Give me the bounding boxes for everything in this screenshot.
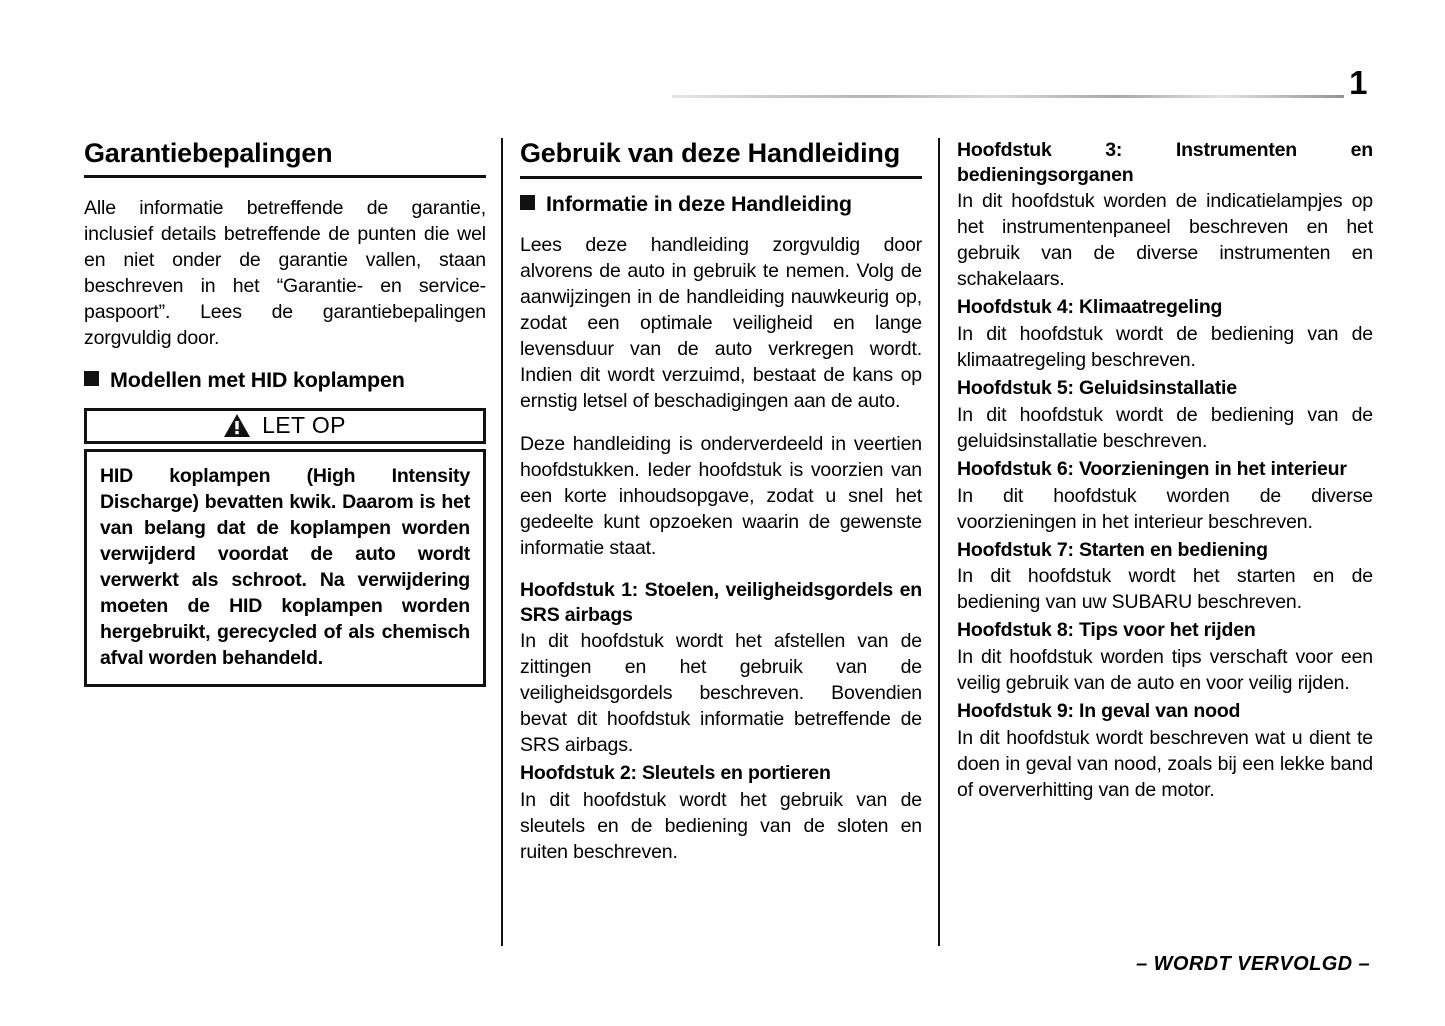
intro-paragraph-2: Deze handleiding is onderverdeeld in veertien hoofdstukken. Ieder hoofdstuk is voorzien van een korte inhoudsopgave, zodat u snel het gedeelte kunt opzoeken waarin de gewenste informatie staat.	[520, 432, 922, 559]
chapter-heading-2: Hoofdstuk 2: Sleutels en portieren	[520, 762, 831, 785]
intro-paragraph-1: Lees deze handleiding zorgvuldig door alvorens de auto in gebruik te nemen. Volg de aanwijzingen in de handleiding nauwkeurig op, zodat een optimale veiligheid en lange levensduur van de auto verkregen wordt. Indien dit wordt verzuimd, bestaat de kans op ernstig letsel of beschadigingen aan de auto.	[520, 233, 922, 412]
chapter-body-4: In dit hoofdstuk wordt de bediening van de klimaatregeling beschreven.	[957, 323, 1373, 372]
section-title-rule	[84, 175, 486, 178]
chapter-body-1: In dit hoofdstuk wordt het afstellen van de zittingen en het gebruik van de veiligheidsgordels beschreven. Bovendien bevat dit hoofdstuk informatie betreffende de SRS airbags.	[520, 630, 922, 757]
warning-triangle-icon	[224, 414, 250, 437]
chapter-body-9: In dit hoofdstuk wordt beschreven wat u dient te doen in geval van nood, zoals bij een lekke band of oververhitting van de motor.	[957, 726, 1373, 801]
footer-continued-note: – WORDT VERVOLGD –	[1136, 953, 1370, 975]
subheading-informatie-handleiding	[520, 192, 922, 218]
page-columns	[0, 138, 1445, 958]
chapter-heading-3: Hoofdstuk 3: Instrumenten en bedieningsorganen	[957, 139, 1373, 186]
chapter-body-2: In dit hoofdstuk wordt het gebruik van de sleutels en de bediening van de sloten en ruiten beschreven.	[520, 789, 922, 864]
chapter-body-6: In dit hoofdstuk worden de diverse voorzieningen in het interieur beschreven.	[957, 484, 1373, 533]
chapter-heading-8: Hoofdstuk 8: Tips voor het rijden	[957, 619, 1256, 642]
section-title-garantiebepalingen: Garantiebepalingen	[84, 138, 333, 168]
page-number: 1	[1349, 64, 1367, 101]
chapter-heading-1: Hoofdstuk 1: Stoelen, veiligheidsgordels en SRS airbags	[520, 578, 922, 626]
section-title-gebruik-handleiding: Gebruik van deze Handleiding	[520, 138, 900, 168]
chapter-body-7: In dit hoofdstuk wordt het starten en de bediening van uw SUBARU beschreven.	[957, 565, 1373, 614]
column-divider-left	[501, 138, 503, 946]
warranty-intro-paragraph: Alle informatie betreffende de garantie, inclusief details betreffende de punten die wel en niet onder de garantie vallen, staan beschreven in het “Garantie- en service-paspoort”. Lees de garantiebepalingen zorgvuldig door.	[84, 196, 486, 349]
subheading-informatie-handleiding-label: Informatie in deze Handleiding	[546, 191, 852, 216]
chapter-body-8: In dit hoofdstuk worden tips verschaft voor een veilig gebruik van de auto en voor veilig rijden.	[957, 645, 1373, 694]
page-header	[0, 0, 1445, 120]
caution-label: LET OP	[262, 412, 346, 439]
square-bullet-icon	[520, 195, 535, 210]
chapter-heading-6: Hoofdstuk 6: Voorzieningen in het interieur	[957, 457, 1347, 480]
header-scan-artifact-rule	[672, 95, 1344, 98]
caution-text: HID koplampen (High Intensity Discharge) bevatten kwik. Daarom is het van belang dat de koplampen worden verwijderd voordat de auto wordt verwerkt als schroot. Na verwijdering moeten de HID koplampen worden hergebruikt, gerecycled of als chemisch afval worden behandeld.	[100, 464, 470, 669]
caution-header-box	[84, 408, 486, 444]
chapter-heading-4: Hoofdstuk 4: Klimaatregeling	[957, 296, 1223, 319]
column-middle	[520, 138, 922, 868]
chapter-body-3: In dit hoofdstuk worden de indicatielampjes op het instrumentenpaneel beschreven en het gebruik van de diverse instrumenten en schakelaars.	[957, 190, 1373, 291]
column-divider-right	[938, 138, 940, 946]
square-bullet-icon	[84, 371, 99, 386]
chapter-heading-7: Hoofdstuk 7: Starten en bediening	[957, 538, 1268, 561]
chapter-body-5: In dit hoofdstuk wordt de bediening van de geluidsinstallatie beschreven.	[957, 403, 1373, 452]
section-title-rule-middle	[520, 176, 922, 179]
chapter-heading-5: Hoofdstuk 5: Geluidsinstallatie	[957, 377, 1237, 400]
column-left	[84, 138, 486, 687]
chapter-heading-9: Hoofdstuk 9: In geval van nood	[957, 700, 1241, 723]
subheading-hid-models	[84, 368, 486, 394]
caution-body-box	[84, 449, 486, 687]
column-right	[957, 138, 1373, 806]
subheading-hid-models-label: Modellen met HID koplampen	[110, 367, 405, 392]
